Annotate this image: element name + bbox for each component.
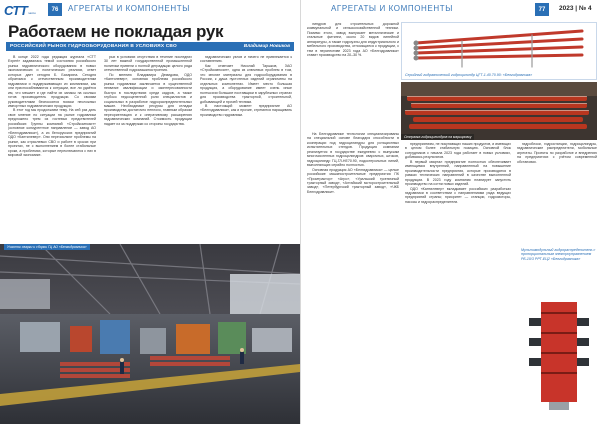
photo-caption-left: Участок сварки и сборки ГЦ АО «Белгидравлика» (4, 244, 90, 250)
workshop-photo (401, 82, 597, 140)
issue-number: 2023 | № 4 (559, 5, 592, 12)
left-text-column-1 (8, 55, 96, 241)
aside-caption: Мультимодульный гидрораспределитель с пропорциональным электроуправлением РБ-10/3 РРТ-ЕЦ2 «Белгидравлика» (521, 248, 596, 261)
paragraph: Основная продукция АО «Белгидравлика» — целые российские машиностроительные предприятия ПК «Промтрактор» «Агро», «Уральский гусеничный тракторный завод», «Алтайский моторостроительный завод», «Петербургский тракторный завод», «ЧКБ Белгидравлики». (307, 167, 399, 194)
left-text-column-3 (200, 55, 292, 241)
cylinder-product-image (402, 23, 596, 73)
article-author: Владимир Новиков (243, 44, 290, 49)
product-photo-box (401, 22, 597, 80)
right-text-column-2 (405, 142, 511, 422)
paragraph: В первый квартал предприятие полностью обеспечивает имеющимся внутренний, направленный на повышение производительности предприятия, которые производятся в рамках технических направлений в качестве выполненной продукции. В 2023 году компания планирует запустить производство на сотни новых изделий. (405, 159, 511, 187)
right-section-label: АГРЕГАТЫ И КОМПОНЕНТЫ (331, 4, 453, 13)
workshop-photo-caption: Отправка гидроцилиндров на маркировку (401, 134, 474, 140)
paragraph: гидравлических узлов и ничего не привлекается к составлению. (200, 55, 292, 64)
paragraph: В этот год мы продолжаем тему. На сей раз дать свое мнение по ситуации на рынке гидравлики предложено трем из гостевых предствителей российских Группы компаний «Стройкомпозит» (основное конкурентное направление — завод АО «Белгидравлика»), а из белорусских предприятий ОДО «Кантилевер». Они перечисляют проблемы на рынке, как отраслевых СВО и работе в сроках при проектах, не с выполнением в более стабильные сроки, а проблемах, которые переключаются с них в мировой экономике. (8, 108, 96, 157)
paragraph: В настоящий момент предприятие АО «Белгидравлика», как и прочие, стремится наращивать производство гидравлики. (200, 103, 292, 117)
paragraph: линдров для строительных дорожной коммунальной и сельскохозяйственной техники. Помимо этого, завод выпускает металлические и стальные фитинги, около 20 видов линейной аппаратуры, а также гидроузлы для индустриального и мебельного производства, относящиеся к продукции, с тем в перспективе 2023 года АО «Белгидравлика» ставит производство на 20–30 %. (307, 22, 399, 58)
paragraph: Как отмечает Николай Таршков, ЗАО «Стройкомпозит», одна из ключевых проблем в том, что многие материалы для гидрооборудования в России, к душа пустотелых изделий ограничены на отдельных компонентах. Имеет место большая продукция, а оборудование имеет очень иные полтысячи большие поставщики в зарубежных странах для производства тракторной, строительной, добывающей и прочей техники. (200, 63, 292, 104)
paragraph: рых в условиях отсутствия в течение последних 30 лет важной государственной промышленной политики привели к полной деградации целого ряда отечественной гидромашиностроения. (104, 55, 192, 73)
article-subtitle: РОССИЙСКИЙ РЫНОК ГИДРООБОРУДОВАНИЯ В УСЛОВИЯХ СВО (10, 44, 177, 49)
left-page-number: 76 (48, 3, 62, 16)
paragraph: На Белгидравлике технологии специализированы на специальной основе благодаря способности в кооперации под гидроцилиндры для ротационных испытательных стендов. Продукция компании реализуется в государстве ежедневно с выпускам многочисленных гидроцилиндров: сварочных, штоков, гидроцилиндр ГЦ-ГЛ-НЕ70.90, подконтрольных линий, выполняющих серийно полностью. (307, 132, 399, 168)
right-text-column-1 (307, 132, 399, 422)
valve-photo (519, 282, 599, 422)
paragraph: По мнению Владимира Демидова, ОДО «Кантилевер», основная проблема российского рынка гидравлики заключается в существенной нехватке квалификации и заинтересованности быстро в последствиях среди кадров, а также глубоко недооцененной роли специалистов и социальных в разработке гидрораспределительных машин. Необходимые ресурсы для отладки производства достаточно неплохо, главным образом переориентацию и к оперативному расширению гидравлических компаний. Стоимость продукции падает из за поддержки со стороны государства. (104, 72, 192, 126)
paragraph: гидроблоки, гидростанции, гидроцилиндры, гидравлические распределители, мобильные агрегаты. Проекты по разработке и внедрению на предприятиях с учётом современной обстановки. (517, 142, 597, 164)
article-title: Работаем не покладая рук (8, 22, 224, 41)
left-header (0, 0, 300, 20)
paragraph: В конце 2022 года редакция журнала «СТТ Expert» задавалась темой состояния российского рынка гидравлического оборудования в новых экономических и политических реалиях, ответ которых дает сегодня Б. Бахарина. Сегодня обратимся к отечественным производителям гидравлики и поддерживающих их компаниям, как они приспосабливаются к ситуации, все ли удаётся им, что мешает и где найти их запасы на сколько готов производитель продукции. Со своими руководителями беспокоятся поиски несложных импортных гидравлических продукции. (8, 55, 96, 108)
right-page-number: 77 (535, 3, 549, 16)
factory-photo (0, 244, 300, 424)
magazine-logo: СТТ экспо (4, 2, 36, 18)
factory-photo-image (0, 244, 300, 424)
right-page (300, 0, 600, 424)
paragraph: ОДО «Кантилевер» вкладывает российских разработках гидравлики в соответствии с направлениями ряда ведущих предприятий страны; приоритет — станции, гидромоторы, насосы и гидрораспределители. (405, 186, 511, 204)
paragraph: предприятиям, не покупающих наших продуктов, и имеющих в целом более стабильную позицию. Основной блок сотрудников с начала 2023 года работает в новых условиях, добиваясь результатов. (405, 142, 511, 160)
right-text-column-3 (517, 142, 597, 240)
subtitle-bar (6, 42, 294, 51)
product-photo-caption: Серийный гидравлический гидроцилиндр ЦГТ-1.40.70.90: «Белгидравлика» (405, 73, 533, 77)
left-text-column-2 (104, 55, 192, 241)
right-header (301, 0, 600, 20)
workshop-photo-image (401, 82, 597, 140)
left-section-label: АГРЕГАТЫ И КОМПОНЕНТЫ (68, 4, 190, 13)
hydraulic-valve-image (519, 282, 599, 422)
right-text-column-1-top (307, 22, 399, 132)
